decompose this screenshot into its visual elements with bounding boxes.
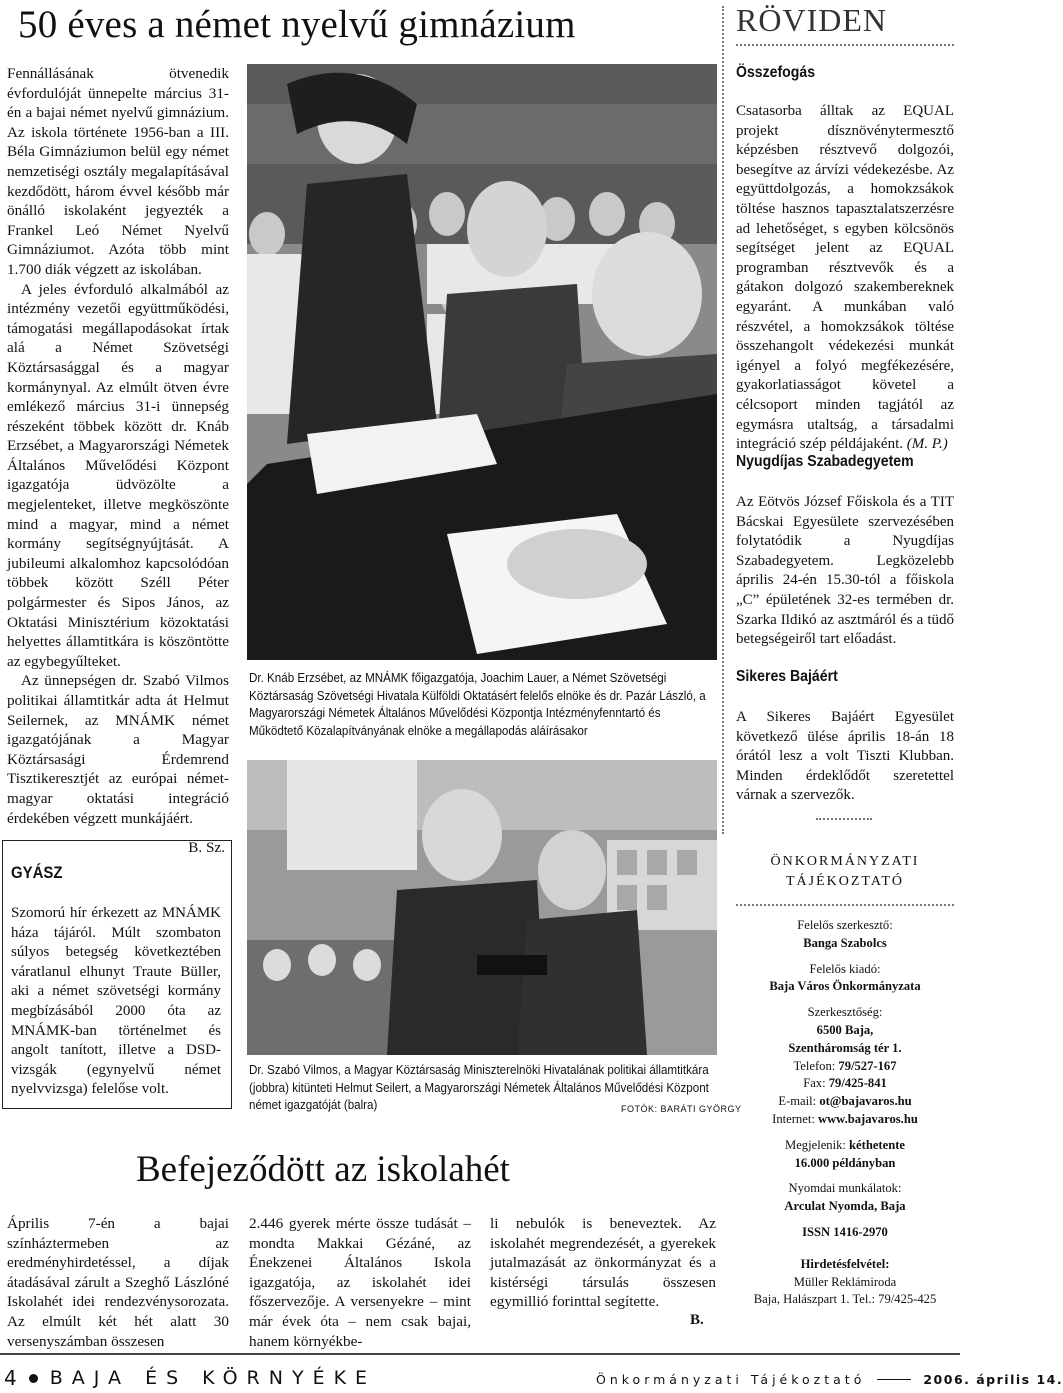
imprint-publisher [736,961,954,997]
award-ceremony-photo [247,760,717,1055]
imprint-value: ISSN 1416-2970 [802,1224,888,1239]
column-divider [722,6,724,834]
brief-heading: Összefogás [736,64,816,81]
imprint-frequency [736,1137,954,1173]
footer-dash [877,1379,911,1380]
signing-ceremony-photo [247,64,717,660]
page-number: 4 [4,1366,17,1390]
brief-heading: Nyugdíjas Szabadegyetem [736,453,914,470]
imprint-editor [736,917,954,953]
section-label: RÖVIDEN [736,2,887,38]
article-paragraph: A jeles évforduló alkalmából az intézmény vezetői együttműködési, támogatási megállapodásokat írtak alá a Német Szövetségi Köztársasággal és a magyar kormánynyal. Az elmúlt ötven évre emlékező március 31-i ünnepség részeként többek között dr. Knáb Erzsébet, a Magyarországi Németek Általános Művelődési Központ igazgatója üdvözölte a megjelenteket, illetve megköszönte mind a magyar, mind a német kormány segítségnyújtását. A jubileumi alkalomhoz kapcsolódóan többek között Széll Péter polgármester és Sipos János, az Oktatási Minisztérium közoktatási helyettes államtitkára is köszöntötte az egybegyűlteket. [7,280,229,670]
second-article-signature: B. [690,1312,704,1328]
imprint-label: Szerkesztőség: [807,1005,883,1020]
imprint-office [736,1004,954,1129]
section-name: BAJA ÉS KÖRNYÉKE [49,1367,377,1389]
email-label: E-mail: [778,1094,817,1109]
imprint-value: 16.000 példányban [794,1155,896,1170]
phone-value: 79/527-167 [838,1058,897,1073]
imprint-rule [736,904,954,906]
publication-name: Önkormányzati Tájékoztató [596,1372,866,1387]
imprint-label: Hirdetésfelvétel: [800,1256,890,1271]
briefs-column [736,64,954,455]
brief-signature: (M. P.) [906,436,948,453]
imprint-box [736,840,954,841]
brief-text: A Sikeres Bajáért Egyesület következő ülése április 18-án 18 órától lesz a volt Tiszti Klubban. Minden érdeklődőt szeretettel várnak a szervezők. [736,709,954,804]
footer-rule [0,1353,960,1355]
article-signature: B. Sz. [188,839,225,857]
imprint-value: Szentháromság tér 1. [788,1040,902,1055]
brief-end-rule [816,818,872,820]
second-article-col2: 2.446 gyerek mérte össze tudását – mondta Makkai Gézáné, az Énekzenei Általános Iskola igazgatója, az iskolahét idei főszervezője. A versenyekre – mint már évek óta – nem csak bajai, hanem környékbe- [249,1215,471,1350]
fax-label: Fax: [803,1076,826,1091]
imprint-issn [736,1224,954,1242]
footer-left [4,1366,376,1390]
second-headline: Befejeződött az iskolahét [136,1149,510,1190]
photo-illustration [247,760,717,1055]
bullet-icon [29,1374,38,1383]
web-label: Internet: [772,1111,815,1126]
email-link[interactable]: ot@bajavaros.hu [819,1094,912,1109]
imprint-label: Felelős szerkesztő: [797,918,893,932]
imprint-title-line2: TÁJÉKOZTATÓ [785,874,905,889]
obituary-text: Szomorú hír érkezett az MNÁMK háza tájáról. Múlt szombaton súlyos betegség következtében váratlanul elhunyt Traute Büller, aki a német szövetségi kormány megbízásából 2000 óta az MNÁMK-ban történelmet és angolt tanított, illetve a DSD-vizsgák (egynyelvű német nyelvvizsga) felelőse volt. [11,905,221,1098]
obituary-heading: GYÁSZ [11,863,63,882]
article-paragraph: Fennállásának ötvenedik évfordulóját ünnepelte március 31-én a bajai német nyelvű gimnázium. Az iskola története 1956-ban a III. Béla Gimnáziumon belül egy német nemzetiségi osztály megalapításával kezdődött, három évvel később már önálló iskolaként jegyezték a Frankel Leó Német Nyelvű Gimnáziumot. Azóta több mint 1.700 diák végzett az iskolában. [7,65,229,278]
briefs-column-2 [736,453,954,650]
imprint-value: Baja, Halászpart 1. Tel.: 79/425-425 [753,1292,937,1307]
footer-right [596,1372,1063,1387]
imprint-title [736,852,954,892]
briefs-column-3 [736,668,954,806]
photo-credit: FOTÓK: BARÁTI GYÖRGY [621,1104,742,1114]
second-article-col1: Április 7-én a bajai színháztermeben az eredményhirdetéssel, a díjak átadásával zárult a Szeghő Lászlóné Iskolahét idei rendezvénysorozata. Az elmúlt két hét alatt 30 versenyszámban összesen [7,1215,229,1350]
imprint-value: Arculat Nyomda, Baja [784,1199,906,1214]
imprint-details [736,917,954,1317]
brief-text-wrap [736,102,954,455]
imprint-value: Müller Reklámiroda [793,1274,897,1289]
imprint-value: kéthetente [849,1137,905,1152]
imprint-ads [736,1256,954,1309]
phone-label: Telefon: [793,1058,836,1073]
web-link[interactable]: www.bajavaros.hu [817,1111,918,1126]
imprint-title-line1: ÖNKORMÁNYZATI [770,854,920,869]
imprint-value: Baja Város Önkormányzata [769,979,921,994]
article-paragraph: Az ünnepségen dr. Szabó Vilmos politikai államtitkár adta át Helmut Seilernek, az MNÁMK német igazgatójának a Magyar Köztársasági Érdemrend Tisztikeresztjét az európai német-magyar oktatási integráció érdekében végzett munkájáért. [7,672,229,827]
imprint-value: 6500 Baja, [816,1022,874,1037]
imprint-printing [736,1180,954,1216]
photo-illustration [247,64,717,660]
section-rule [736,44,954,46]
issue-date: 2006. április 14. [923,1372,1063,1387]
main-headline: 50 éves a német nyelvű gimnázium [18,3,576,46]
imprint-label: Nyomdai munkálatok: [788,1181,902,1196]
imprint-label: Felelős kiadó: [809,961,881,976]
photo1-caption: Dr. Knáb Erzsébet, az MNÁMK főigazgatója, Joachim Lauer, a Német Szövetségi Köztársaság Szövetségi Hivatala Külföldi Oktatásért felelős elnöke és dr. Pazár László, a Magyarországi Németek Általános Művelődési Központja Intézményfenntartó és Működtető Közalapítványának elnöke a megállapodás aláírásakor [249,670,706,738]
second-article-col3: li nebulók is beneveztek. Az iskolahét megrendezését, a gyerekek jutalmazását az önkormányzat és a kistérségi társulás összesen egymillió forinttal segítette. [490,1215,716,1311]
imprint-label: Megjelenik: [785,1137,846,1152]
imprint-value: Banga Szabolcs [803,935,887,950]
photo2-caption: Dr. Szabó Vilmos, a Magyar Köztársaság Miniszterelnöki Hivatalának politikai államtitkára (jobbra) kitünteti Helmut Seilert, a Magyarországi Németek Általános Művelődési Központ német igazgatóját (balra) [249,1062,709,1112]
main-article [7,64,229,858]
brief-text: Az Eötvös József Főiskola és a TIT Bácskai Egyesülete szervezésében folytatódik a Nyugdíjas Szabadegyetem. Legközelebb április 24-én 15.30-tól a főiskola „C” épületének 32-es termében dr. Szarka Ildikó az asztmáról és a tüdő betegségeiről tart előadást. [736,494,954,648]
fax-value: 79/425-841 [828,1076,887,1091]
obituary-box [2,840,232,1109]
brief-text: Csatasorba álltak az EQUAL projekt dísznövénytermesztő képzésben résztvevő dolgozói, besegítve az árvízi védekezésbe. Az együttdolgozás, a homokzsákok töltése hasznos tapasztalatszerzésre ad lehetőséget, s egyben kölcsönös segítséget jelent az EQUAL programban résztvevők és a gátakon dolgozó szakembereknek egyaránt. A munkában való részvétel, a homokzsákok töltése összehangolt védekezési munkát igényel a folyó megfékezésére, gyakorlatiasságot követel a célcsoport minden tagjától az egymásra utaltság, a társadalmi integráció szép példájaként. [736,103,954,453]
brief-heading: Sikeres Bajáért [736,668,838,685]
